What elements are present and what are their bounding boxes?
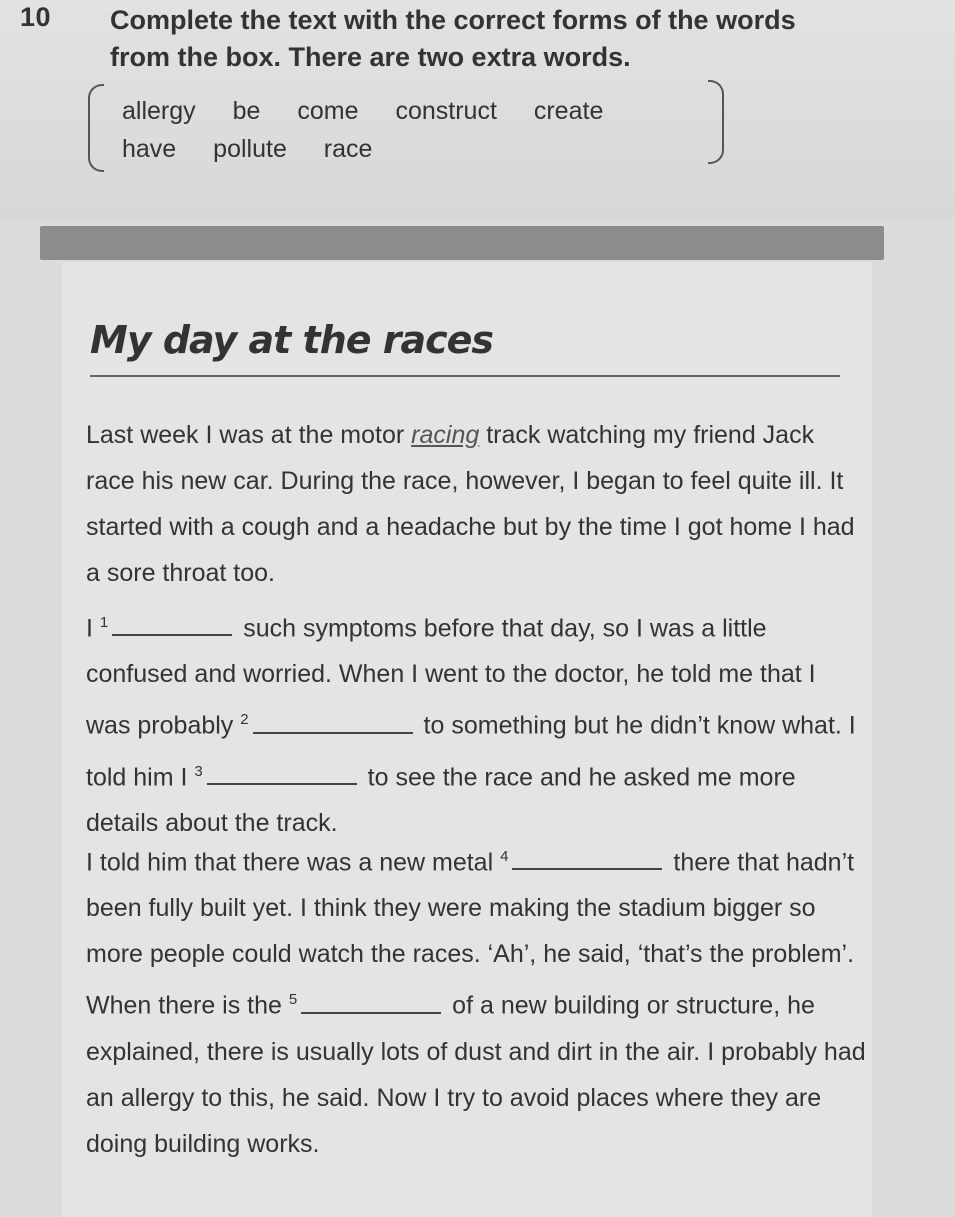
word-box-item: be [232,97,261,125]
text: to something but he didn’t know what. I told him I [86,711,856,791]
gap-4-blank[interactable] [512,850,662,870]
exercise-instruction: Complete the text with the correct forms of the words from the box. There are two extra words. [110,5,796,72]
word-box-item: come [297,97,359,125]
story-paragraph-3 [86,834,866,1167]
gap-number: 5 [288,991,298,1009]
text: Last week I was at the motor [86,421,412,449]
gap-2-blank[interactable] [253,714,413,734]
word-box-left-bracket [88,84,104,172]
text: there that hadn’t been fully built yet. I think they were making the stadium bigger so more people could watch the races. ‘Ah’, he said, ‘that’s the problem’. When there is the [86,848,855,1020]
story-paragraph-1 [86,412,866,596]
word-box-item: construct [395,97,497,125]
gap-number: 4 [500,848,509,865]
word-box [88,84,724,168]
story-header-band [40,226,884,260]
text: I told him that there was a new metal [86,848,501,877]
word-box-item: allergy [122,97,196,125]
story-paragraph-2 [86,600,866,846]
gap-number: 1 [99,614,109,631]
word-box-item: have [122,135,177,163]
example-answer: racing [411,421,480,449]
gap-5-blank[interactable] [301,994,441,1014]
gap-number: 3 [194,762,203,780]
gap-1-blank[interactable] [112,616,232,636]
text: of a new building or structure, he explained, there is usually lots of dust and dirt in the air. I probably had an allergy to this, he said. Now I try to avoid places where they are doing building works. [86,991,866,1158]
title-underline [90,375,840,377]
word-box-item: create [533,97,604,125]
gap-number: 2 [240,711,249,729]
word-box-item: race [323,135,373,163]
text: such symptoms before that day, so I was a little confused and worried. When I went to the doctor, he told me that I was probably [86,614,816,740]
text: to see the race and he asked me more details about the track. [86,762,796,837]
gap-3-blank[interactable] [207,765,357,785]
text: I [86,614,100,643]
word-box-right-bracket [708,80,724,164]
word-list [122,92,702,168]
word-box-item: pollute [213,135,287,163]
exercise-number: 10 [20,2,52,32]
text: track watching my friend Jack race his new car. During the race, however, I began to feel quite ill. It started with a cough and a headache but by the time I got home I had a sore throat too. [86,421,855,587]
story-title: My day at the races [90,318,494,362]
